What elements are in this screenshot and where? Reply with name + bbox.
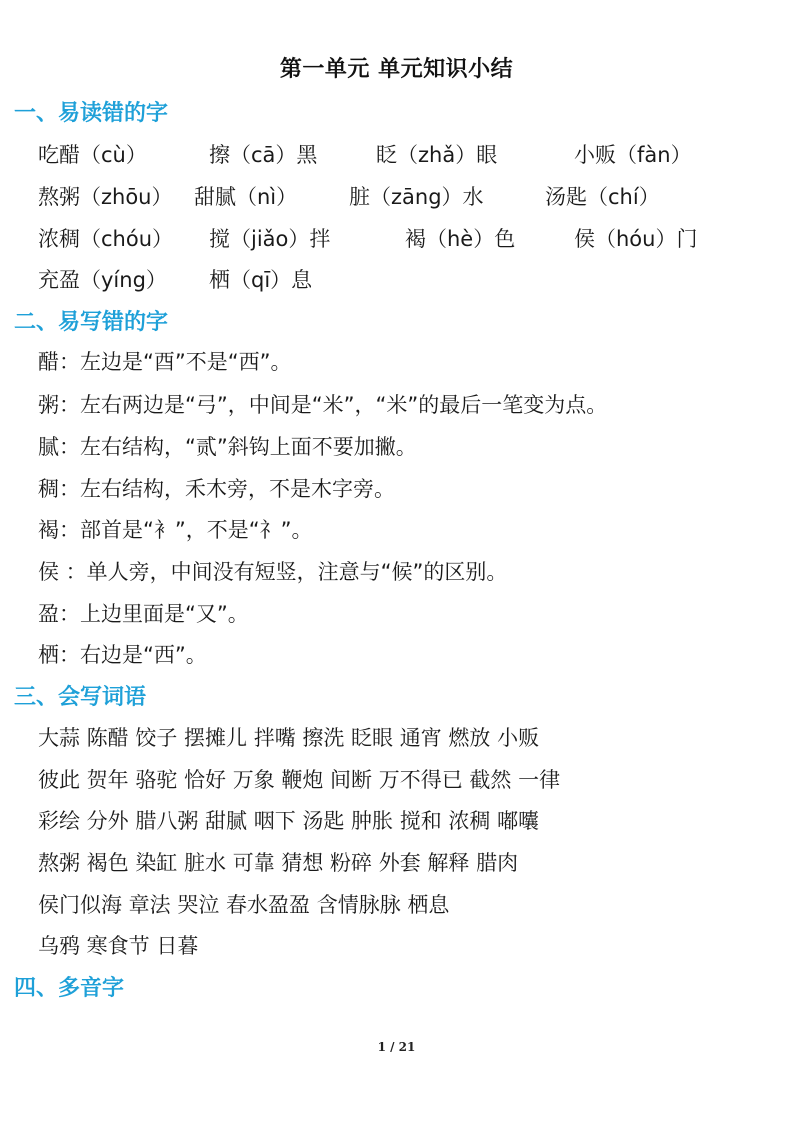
pinyin-item: 充盈（yíng） — [38, 268, 167, 292]
pinyin-item: 擦（cā）黑 — [209, 143, 318, 167]
pinyin-item: 小贩（fàn） — [574, 143, 692, 167]
pinyin-item: 眨（zhǎ）眼 — [376, 143, 498, 167]
page-number: 1 / 21 — [377, 1040, 416, 1054]
pinyin-item: 吃醋（cù） — [38, 143, 147, 167]
writing-note: 褐：部首是“衤”，不是“礻”。 — [38, 518, 313, 542]
writing-note: 栖：右边是“西”。 — [38, 643, 207, 667]
section-heading-1: 一、易读错的字 — [14, 101, 169, 126]
writing-note: 醋：左边是“酉”不是“西”。 — [38, 350, 292, 374]
pinyin-item: 褐（hè）色 — [405, 227, 516, 251]
writing-note: 侯 ：单人旁，中间没有短竖，注意与“候”的区别。 — [38, 560, 508, 584]
pinyin-row-3 — [38, 223, 778, 253]
pinyin-item: 脏（zāng）水 — [349, 185, 484, 209]
pinyin-item: 甜腻（nì） — [194, 185, 298, 209]
vocab-line: 彼此 贺年 骆驼 恰好 万象 鞭炮 间断 万不得已 截然 一律 — [38, 768, 561, 792]
pinyin-item: 熬粥（zhōu） — [38, 185, 173, 209]
vocab-line: 乌鸦 寒食节 日暮 — [38, 934, 199, 958]
pinyin-item: 汤匙（chí） — [545, 185, 660, 209]
vocab-line: 熬粥 褐色 染缸 脏水 可靠 猜想 粉碎 外套 解释 腊肉 — [38, 851, 519, 875]
writing-note: 粥：左右两边是“弓”，中间是“米”，“米”的最后一笔变为点。 — [38, 393, 608, 417]
pinyin-item: 侯（hóu）门 — [574, 227, 698, 251]
pinyin-row-2 — [38, 181, 778, 211]
writing-note: 盈：上边里面是“又”。 — [38, 602, 249, 626]
pinyin-item: 栖（qī）息 — [209, 268, 313, 292]
pinyin-row-1 — [38, 139, 778, 169]
vocab-line: 侯门似海 章法 哭泣 春水盈盈 含情脉脉 栖息 — [38, 893, 450, 917]
pinyin-row-4 — [38, 264, 778, 294]
pinyin-item: 浓稠（chóu） — [38, 227, 174, 251]
section-heading-2: 二、易写错的字 — [14, 310, 169, 335]
pinyin-item: 搅（jiǎo）拌 — [209, 227, 331, 251]
page-title: 第一单元 单元知识小结 — [279, 57, 514, 82]
writing-note: 稠：左右结构，禾木旁，不是木字旁。 — [38, 477, 395, 501]
vocab-line: 大蒜 陈醋 饺子 摆摊儿 拌嘴 擦洗 眨眼 通宵 燃放 小贩 — [38, 726, 540, 750]
vocab-line: 彩绘 分外 腊八粥 甜腻 咽下 汤匙 肿胀 搅和 浓稠 嘟囔 — [38, 809, 540, 833]
section-heading-4: 四、多音字 — [14, 976, 125, 1001]
writing-note: 腻：左右结构，“贰”斜钩上面不要加撇。 — [38, 435, 417, 459]
section-heading-3: 三、会写词语 — [14, 685, 147, 710]
